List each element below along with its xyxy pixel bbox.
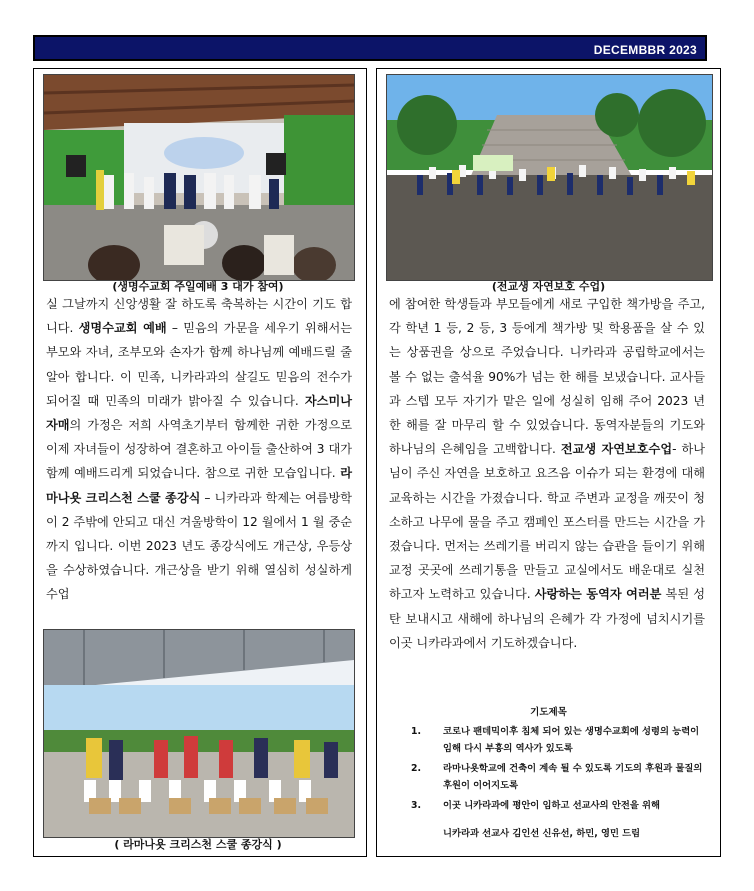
photo-caption: (전교생 자연보호 수업) xyxy=(491,280,606,293)
article-text: 복된 성탄 보내시고 새해에 하나님의 은혜가 각 가정에 넘치시기를 이곳 니카라과에서 기도하겠습니다. xyxy=(389,587,705,650)
right-article-text xyxy=(389,292,705,655)
left-column xyxy=(33,68,367,857)
article-text: 의 가정은 저희 사역초기부터 함께한 귀한 가정으로 이제 자녀들이 성장하여 결혼하고 아이들 출산하여 3 대가 함께 예배드리게 되었습니다. 참으로 귀한 모습입니다. xyxy=(46,418,352,481)
photo-caption: (생명수교회 주일예배 3 대가 참여) xyxy=(112,280,284,293)
article-text: – 믿음의 가문을 세우기 위해서는 부모와 자녀, 조부모와 손자가 함께 하나님께 예배드릴 줄 알아 합니다. 이 민족, 니카라과의 살길도 믿음의 전수가 되어질 때 민족의 미래가 밝아질 수 있습니다. xyxy=(46,321,353,408)
bold-heading: 생명수교회 예배 xyxy=(78,321,167,336)
prayer-item-text: 라마나욧학교에 건축이 계속 될 수 있도록 기도의 후원과 물질의 후원이 이어지도록 xyxy=(443,763,703,791)
prayer-item-text: 이곳 니카라과에 평안이 임하고 선교사의 안전을 위해 xyxy=(443,800,660,811)
prayer-item xyxy=(411,798,711,815)
prayer-item xyxy=(411,724,711,757)
prayer-item-text: 코로나 팬데믹이후 침체 되어 있는 생명수교회에 성령의 능력이 임해 다시 부흥의 역사가 있도록 xyxy=(443,726,700,754)
prayer-item-number: 3. xyxy=(411,800,422,811)
photo-caption: ( 라마나욧 크리스천 스쿨 종강식 ) xyxy=(114,838,282,851)
signature: 니카라과 선교사 김인선 신유선, 하민, 영민 드림 xyxy=(443,828,641,839)
bold-heading: 자스미나 자매 xyxy=(46,393,352,433)
church-worship-photo xyxy=(43,74,355,281)
article-text: 에 참여한 학생들과 부모들에게 새로 구입한 책가방을 주고, 각 학년 1 등, 2 등, 3 등에게 책가방 및 학용품을 살 수 있는 상품권을 상으로 주었습니다. 니카라과 공립학교에서는 볼 수 없는 출석율 90%가 넘는 한 해를 보냈습니다. 교사들과 스텝 모두 자기가 맡은 일에 성실히 임해 주어 2023 년 한 해를 잘 마무리 할 수 있었습니다. 동역자분들의 기도와 하나님의 은혜임을 고백합니다. xyxy=(389,297,705,457)
prayer-item-number: 1. xyxy=(411,726,422,737)
article-text: – 니카라과 학제는 여름방학이 2 주밖에 안되고 대신 겨울방학이 12 월에서 1 월 중순까지 입니다. 이번 2023 년도 종강식에도 개근상, 우등상을 수상하였습니다. 개근상을 받기 위해 열심히 성실하게 수업 xyxy=(46,490,352,602)
prayer-item xyxy=(411,761,711,794)
nature-class-photo xyxy=(386,74,713,281)
bold-heading: 전교생 자연보호수업 xyxy=(560,442,673,457)
prayer-item-number: 2. xyxy=(411,763,422,774)
bold-heading: 라마나욧 크리스천 스쿨 종강식 xyxy=(46,466,352,505)
newsletter-date: DECEMBBR 2023 xyxy=(593,43,697,57)
header-bar xyxy=(33,35,707,61)
right-column xyxy=(376,68,721,857)
article-text: 실 그날까지 신앙생활 잘 하도록 축복하는 시간이 기도 합니다. xyxy=(46,297,352,336)
bold-heading: 사랑하는 동역자 여러분 xyxy=(534,587,662,602)
prayer-title: 기도제목 xyxy=(530,707,567,718)
left-article-text xyxy=(46,292,352,607)
prayer-list xyxy=(411,724,711,819)
school-ceremony-photo xyxy=(43,629,355,838)
article-text: - 하나님이 주신 자연을 보호하고 요즈음 이슈가 되는 환경에 대해 교육하는 시간을 가졌습니다. 학교 주변과 교정을 깨끗이 청소하고 나무에 물을 주고 캠페인 포스터를 만드는 시간을 가졌습니다. 먼저는 쓰레기를 버리지 않는 습관을 들이기 위해 교정 곳곳에 쓰레기통을 만들고 교실에서도 배운대로 실천하고자 노력하고 있습니다. xyxy=(389,442,706,602)
